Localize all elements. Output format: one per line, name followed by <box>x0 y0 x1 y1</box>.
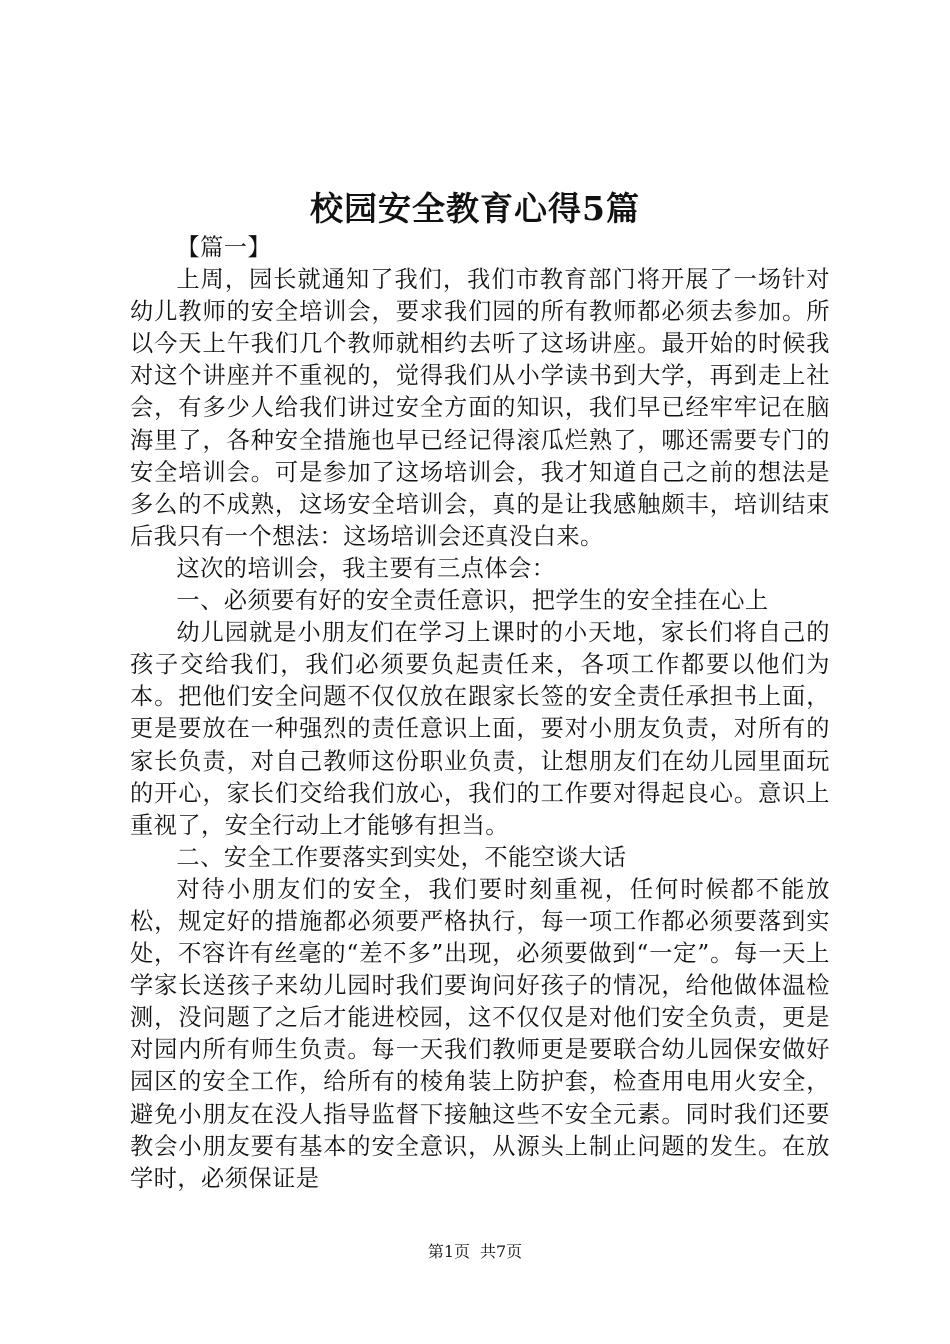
paragraph: 这次的培训会，我主要有三点体会： <box>176 554 556 582</box>
section-heading: 【篇一】 <box>176 234 272 261</box>
page-number: 第1页 <box>427 1242 470 1261</box>
page-total: 共7页 <box>480 1242 523 1261</box>
document-title: 校园安全教育心得5篇 <box>310 189 640 228</box>
subheading: 一、必须要有好的安全责任意识，把学生的安全挂在心上 <box>176 587 769 615</box>
document-body <box>130 232 830 1195</box>
page-footer <box>0 1241 950 1263</box>
paragraph: 对待小朋友们的安全，我们要时刻重视，任何时候都不能放松，规定好的措施都必须要严格执行，每一项工作都必须要落到实处，不容许有丝毫的“差不多”出现，必须要做到“一定”。每一天上学家长送孩子来幼儿园时我们要询问好孩子的情况，给他做体温检测，没问题了之后才能进校园，这不仅仅是对他们安全负责，更是对园内所有师生负责。每一天我们教师更是要联合幼儿园保安做好园区的安全工作，给所有的棱角装上防护套，检查用电用火安全，避免小朋友在没人指导监督下接触这些不安全元素。同时我们还要教会小朋友要有基本的安全意识，从源头上制止问题的发生。在放学时，必须保证是 <box>130 875 830 1192</box>
subheading: 二、安全工作要落实到实处，不能空谈大话 <box>176 843 627 871</box>
paragraph: 上周，园长就通知了我们，我们市教育部门将开展了一场针对幼儿教师的安全培训会，要求我们园的所有教师都必须去参加。所以今天上午我们几个教师就相约去听了这场讲座。最开始的时候我对这个讲座并不重视的，觉得我们从小学读书到大学，再到走上社会，有多少人给我们讲过安全方面的知识，我们早已经牢牢记在脑海里了，各种安全措施也早已经记得滚瓜烂熟了，哪还需要专门的安全培训会。可是参加了这场培训会，我才知道自己之前的想法是多么的不成熟，这场安全培训会，真的是让我感触颇丰，培训结束后我只有一个想法：这场培训会还真没白来。 <box>130 266 830 550</box>
paragraph: 幼儿园就是小朋友们在学习上课时的小天地，家长们将自己的孩子交给我们，我们必须要负起责任来，各项工作都要以他们为本。把他们安全问题不仅仅放在跟家长签的安全责任承担书上面，更是要放在一种强烈的责任意识上面，要对小朋友负责，对所有的家长负责，对自己教师这份职业负责，让想朋友们在幼儿园里面玩的开心，家长们交给我们放心，我们的工作要对得起良心。意识上重视了，安全行动上才能够有担当。 <box>130 619 830 839</box>
